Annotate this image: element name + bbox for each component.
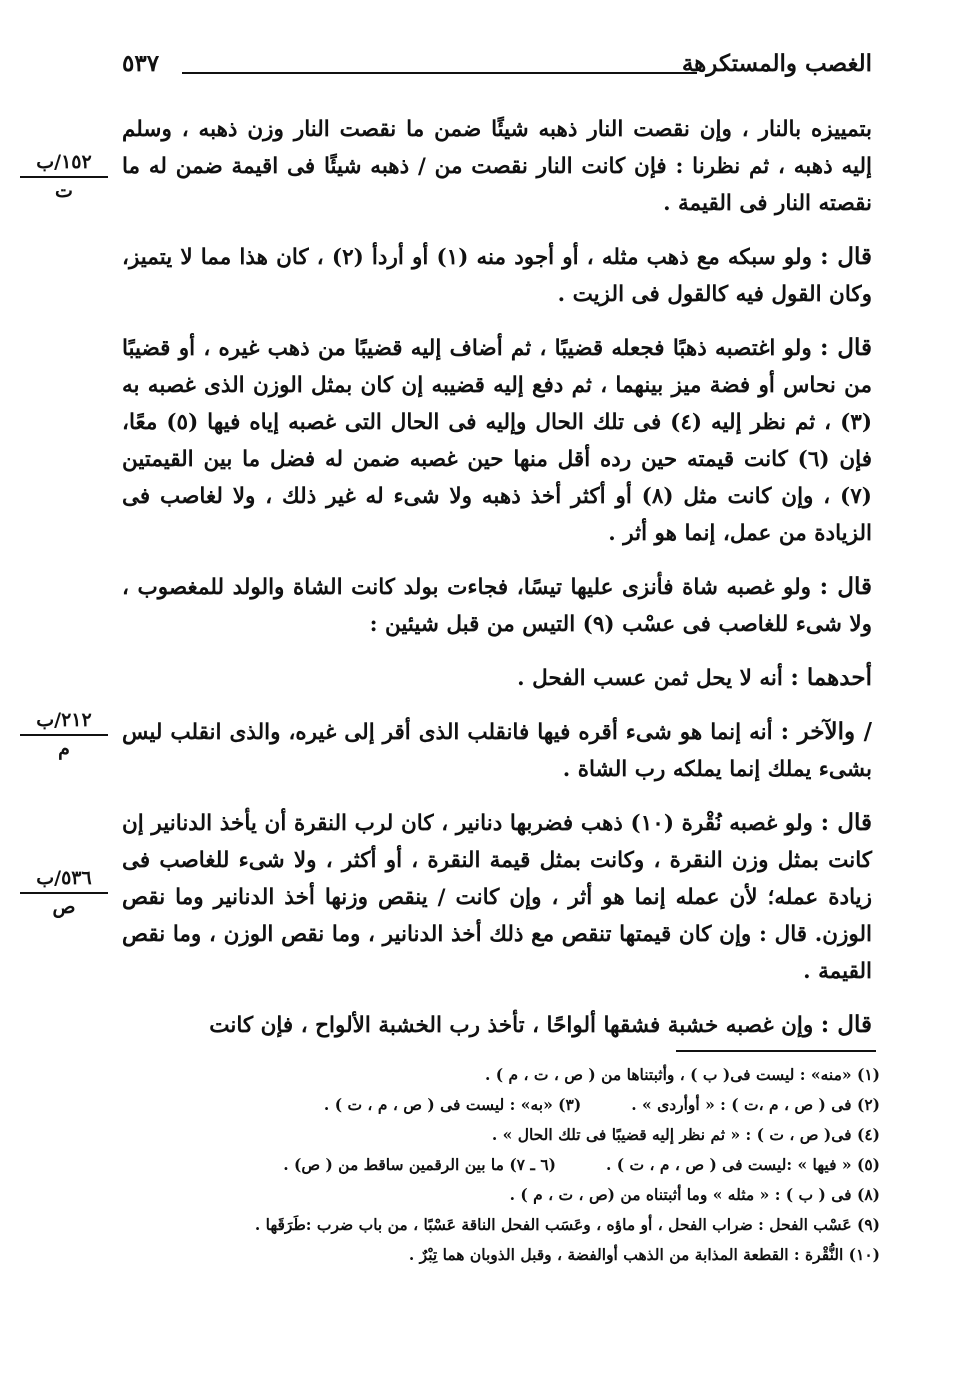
paragraph: قال : ولو اغتصبه ذهبًا فجعله قضيبًا ، ثم أضاف إليه قضيبًا من ذهب غيره ، أو قضيبًا من نحاس أو فضة ميز بينهما ، ثم دفع إليه قضيبه إن كان بمثل الوزن الذى غصبه به (٣) ، ثم نظر إليه (٤) فى تلك الحال وإليه فى الحال التى غصبه إياه فيها (٥) معًا، فإن (٦) كانت قيمته حين رده أقل منها حين غصبه ضمن له فضل ما بين القيمتين (٧) ، وإن كانت مثل (٨) أو أكثر أخذ ذهبه ولا شىء له غير ذلك ، ولا لغاصب فى الزيادة من عمل، إنما هو أثر . bbox=[122, 334, 873, 546]
main-text bbox=[122, 110, 872, 1060]
footnote: (٥) « فيها » :ليست فى ( ص ، م ، ت ) .(٦ ـ ٧) ما بين الرقمين ساقط من ( ص) . bbox=[283, 1155, 880, 1174]
footnote: (٢) فى ( ص ، م ،ت ) : « أوأردى » .(٣) «به» : ليست فى ( ص ، م ، ت ) . bbox=[323, 1095, 880, 1114]
paragraph: أحدهما : أنه لا يحل ثمن عسب الفحل . bbox=[517, 664, 872, 691]
running-header bbox=[122, 50, 872, 90]
footnote: (١٠) النُّقْرة : القطعة المذابة من الذهب أوالفضة ، وقبل الذوبان هما تِبْرٌ . bbox=[408, 1245, 880, 1264]
paragraph: قال : وإن غصبه خشبة فشقها ألواحًا ، تأخذ رب الخشبة الألواح ، فإن كانت bbox=[209, 1011, 872, 1038]
paragraph: قال : ولو غصبه شاة فأنزى عليها تيسًا، فجاءت بولد كانت الشاة والولد للمغصوب ، ولا شىء للغاصب فى عسْب (٩) التيس من قبل شيئين : bbox=[122, 573, 872, 637]
margin-note-manuscript-ref: ١٥٢/ب ت bbox=[20, 150, 108, 203]
paragraph: / والآخر : أنه إنما هو شىء أقره فيها فانقلب الذى أقر إلى غيره، والذى انقلب ليس بشىء يملك إنما يملكه رب الشاة . bbox=[122, 718, 872, 782]
margin-note-manuscript-ref: ٢١٢/ب م bbox=[20, 708, 108, 761]
paragraph: بتمييزه بالنار ، وإن نقصت النار ذهبه شيئًا ضمن ما نقصت النار وزن ذهبه ، وسلم إليه ذهبه ، ثم نظرنا : فإن كانت النار نقصت من / ذهبه شيئًا فى اقيمة ضمن له ما نقصته النار فى القيمة . bbox=[122, 117, 872, 216]
footnote-rule bbox=[676, 1050, 876, 1052]
paragraph: قال : ولو سبكه مع ذهب مثله ، أو أجود منه (١) أو أردأ (٢) ، كان هذا مما لا يتميز، وكان القول فيه كالقول فى الزيت . bbox=[122, 243, 872, 307]
chapter-title: الغصب والمستكرهة bbox=[681, 50, 872, 77]
page-number: ٥٣٧ bbox=[122, 50, 160, 77]
footnote: (١) «منه» : ليست فى( ب ) ، وأثبتناها من ( ص ، ت ، م ) . bbox=[484, 1065, 880, 1084]
footnote: (٨) فى ( ب ) : « مثله » وما أثبتناه من (ص ، ت ، م ) . bbox=[509, 1185, 880, 1204]
header-rule bbox=[182, 72, 697, 74]
footnotes bbox=[200, 1060, 880, 1270]
footnote: (٩) عَسْب الفحل : ضراب الفحل ، أو ماؤه ، وعَسَب الفحل الناقة عَسْبًا ، من باب ضرب :طَرَقَها . bbox=[254, 1215, 880, 1234]
margin-note-manuscript-ref: ٥٣٦/ب ص bbox=[20, 866, 108, 919]
paragraph: قال : ولو غصبه نُقْرة (١٠) ذهب فضربها دنانير ، كان لرب النقرة أن يأخذ الدنانير إن كانت بمثل وزن النقرة ، وكانت بمثل قيمة النقرة ، أو أكثر ، ولا شىء للغاصب فى زيادة عمله؛ لأن عمله إنما هو أثر ، وإن كانت / ينقص وزنها أخذ الدنانير وما نقص الوزن. قال : وإن كان قيمتها تنقص مع ذلك أخذ الدنانير ، وما نقص الوزن ، وما نقص القيمة . bbox=[122, 809, 872, 984]
footnote: (٤) فى( ص ، ت ) : « ثم نظر إليه قضيبًا فى تلك الحال » . bbox=[491, 1125, 880, 1144]
